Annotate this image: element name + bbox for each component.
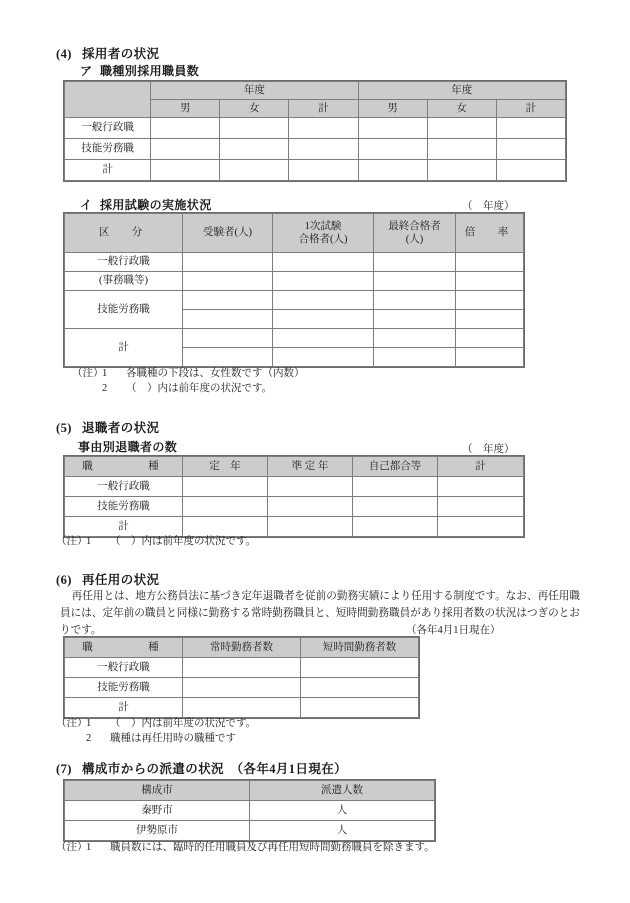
table-retirement-by-reason [64, 456, 524, 537]
data-cell-hadano-count[interactable] [250, 801, 435, 821]
note-text: 職種は再任用時の職種です [110, 733, 236, 745]
data-cell[interactable] [456, 253, 524, 272]
data-cell[interactable] [496, 160, 565, 181]
header-first-exam-line1: 1次試験 [304, 220, 342, 232]
table-row [65, 801, 435, 821]
section-4b-marker: イ [80, 198, 93, 212]
table-row-header [65, 457, 524, 477]
data-cell[interactable] [289, 139, 358, 160]
data-cell[interactable] [151, 139, 220, 160]
section-7-heading [56, 759, 347, 777]
note-lead: （注） [56, 718, 88, 729]
section-5-heading [56, 418, 159, 436]
note-lead: （注） [72, 368, 104, 379]
note-number: 1 [86, 842, 92, 853]
header-member-city: 構成市 [65, 781, 250, 801]
data-cell[interactable] [358, 118, 427, 139]
data-cell[interactable] [183, 348, 273, 367]
section-4b-title: 採用試験の実施状況 [100, 198, 212, 212]
table-dispatch-from-cities [64, 780, 435, 841]
table-exam-results [64, 213, 524, 367]
section-7-number: (7) [56, 762, 72, 776]
section-7-notes [56, 840, 435, 855]
table-row [65, 118, 566, 139]
header-final-pass-line2: (人) [405, 234, 424, 245]
note-number: 2 [86, 733, 92, 745]
header-total: 計 [438, 457, 524, 477]
row-label-isehara-city: 伊勢原市 [65, 821, 250, 841]
data-cell[interactable] [374, 310, 456, 329]
data-cell[interactable] [374, 272, 456, 291]
data-cell[interactable] [220, 160, 289, 181]
note-lead: （注） [56, 536, 88, 547]
row-label-general-admin: 一般行政職 [65, 477, 183, 497]
row-label-total: 計 [65, 517, 183, 537]
data-cell[interactable] [374, 348, 456, 367]
row-label-skilled-labor: 技能労務職 [65, 497, 183, 517]
section-5-subheading: 事由別退職者の数 [78, 440, 178, 454]
row-label-general-admin-line2: (事務職等) [65, 272, 183, 291]
header-ratio: 倍 率 [456, 214, 524, 253]
section-4a-subheading [80, 62, 199, 79]
row-label-general-admin: 一般行政職 [65, 658, 183, 678]
table-row [65, 139, 566, 160]
header-category: 区 分 [65, 214, 183, 253]
section-6-notes [56, 716, 256, 746]
data-cell[interactable] [183, 497, 268, 517]
section-6-paragraph [60, 589, 580, 640]
header-mandatory-retirement: 定 年 [183, 457, 268, 477]
data-cell[interactable] [301, 658, 419, 678]
row-label-skilled-labor: 技能労務職 [65, 139, 151, 160]
note-number: 1 [86, 536, 92, 547]
data-cell[interactable] [273, 291, 374, 310]
note-item [56, 731, 256, 746]
note-text: （ ）内は前年度の状況です。 [110, 718, 257, 729]
section-6-number: (6) [56, 573, 72, 587]
row-label-general-admin-line1: 一般行政職 [65, 253, 183, 272]
table-row [65, 658, 419, 678]
data-cell[interactable] [183, 310, 273, 329]
data-cell[interactable] [220, 139, 289, 160]
data-cell[interactable] [183, 477, 268, 497]
section-5-notes [56, 534, 256, 549]
header-dispatch-count: 派遣人数 [250, 781, 435, 801]
data-cell[interactable] [456, 348, 524, 367]
unit-people: 人 [336, 824, 348, 836]
sub-header-female-2: 女 [427, 100, 496, 118]
header-first-exam-pass [273, 214, 374, 253]
table-row-header [65, 781, 435, 801]
row-label-hadano-city: 秦野市 [65, 801, 250, 821]
corner-cell [65, 82, 151, 118]
header-final-pass-line1: 最終合格者 [388, 220, 441, 232]
data-cell[interactable] [273, 310, 374, 329]
data-cell[interactable] [438, 477, 524, 497]
header-quasi-retirement: 準 定 年 [268, 457, 353, 477]
data-cell[interactable] [183, 329, 273, 348]
data-cell[interactable] [353, 477, 438, 497]
header-parttime-count: 短時間勤務者数 [301, 638, 419, 658]
table-row [65, 291, 524, 310]
note-text: 各職種の下段は、女性数です（内数） [126, 368, 305, 379]
data-cell[interactable] [273, 329, 374, 348]
table-row [65, 678, 419, 698]
data-cell[interactable] [151, 160, 220, 181]
note-item [56, 534, 256, 549]
note-number: 1 [86, 718, 92, 729]
data-cell[interactable] [301, 678, 419, 698]
table-row [65, 821, 435, 841]
note-item [72, 381, 305, 396]
header-jobtype: 職 種 [65, 638, 183, 658]
data-cell[interactable] [183, 272, 273, 291]
table-adoption-by-jobtype [64, 81, 566, 181]
section-5-number: (5) [56, 421, 72, 435]
data-cell[interactable] [301, 698, 419, 718]
data-cell[interactable] [183, 253, 273, 272]
data-cell[interactable] [273, 253, 374, 272]
data-cell[interactable] [438, 497, 524, 517]
note-number: 1 [102, 368, 108, 379]
group-header-year-2: 年度 [358, 82, 565, 100]
table-row [65, 253, 524, 272]
row-label-skilled-labor: 技能労務職 [65, 291, 183, 329]
unit-people: 人 [336, 804, 348, 816]
note-lead: （注） [56, 842, 88, 853]
data-cell[interactable] [496, 118, 565, 139]
sub-header-female-1: 女 [220, 100, 289, 118]
section-6-heading [56, 570, 159, 588]
data-cell[interactable] [289, 160, 358, 181]
data-cell[interactable] [456, 272, 524, 291]
data-cell[interactable] [438, 517, 524, 537]
data-cell[interactable] [358, 160, 427, 181]
data-cell[interactable] [427, 139, 496, 160]
section-4a-title: 職種別採用職員数 [100, 64, 200, 78]
row-label-total: 計 [65, 160, 151, 181]
data-cell[interactable] [374, 291, 456, 310]
table-row [65, 497, 524, 517]
header-personal-reason: 自己都合等 [353, 457, 438, 477]
note-item [56, 716, 256, 731]
data-cell[interactable] [427, 160, 496, 181]
table-row [65, 160, 566, 181]
table-row [65, 698, 419, 718]
section-4-heading [56, 44, 159, 62]
data-cell[interactable] [456, 329, 524, 348]
sub-header-total-1: 計 [289, 100, 358, 118]
data-cell[interactable] [374, 329, 456, 348]
data-cell[interactable] [183, 678, 301, 698]
header-final-pass [374, 214, 456, 253]
section-7-title: 構成市からの派遣の状況 （各年4月1日現在） [82, 762, 348, 776]
sub-header-male-1: 男 [151, 100, 220, 118]
section-4b-fiscal-year-note: （ 年度） [462, 201, 515, 212]
note-item [56, 840, 435, 855]
note-number: 2 [102, 383, 108, 395]
table-reemployment [64, 637, 419, 718]
note-text: （ ）内は前年度の状況です。 [126, 383, 273, 395]
header-first-exam-line2: 合格者(人) [298, 234, 348, 245]
table-row [65, 272, 524, 291]
data-cell[interactable] [268, 497, 353, 517]
data-cell[interactable] [273, 272, 374, 291]
data-cell[interactable] [183, 291, 273, 310]
section-5-title: 退職者の状況 [82, 421, 160, 435]
table-row [65, 477, 524, 497]
sub-header-total-2: 計 [496, 100, 565, 118]
section-4-number: (4) [56, 47, 72, 61]
table-row-group-header [65, 82, 566, 100]
data-cell[interactable] [456, 291, 524, 310]
section-4b-subheading [80, 196, 212, 213]
note-text: 職員数には、臨時的任用職員及び再任用短時間勤務職員を除きます。 [110, 842, 435, 853]
data-cell[interactable] [374, 253, 456, 272]
data-cell[interactable] [273, 348, 374, 367]
section-6-paragraph-line2: は、定年前の職員と同様に勤務する常時勤務職員と、短時間勤務職員があり採用者数の状況はつぎのとおりです。 [60, 607, 581, 636]
data-cell[interactable] [289, 118, 358, 139]
header-fulltime-count: 常時勤務者数 [183, 638, 301, 658]
section-4b-notes [72, 366, 305, 396]
row-label-skilled-labor: 技能労務職 [65, 678, 183, 698]
section-6-paragraph-line1: 再任用とは、地方公務員法に基づき定年退職者を従前の勤務実績により任用する制度です。なお、再任用職員に [60, 591, 580, 619]
data-cell[interactable] [358, 139, 427, 160]
section-4a-marker: ア [80, 64, 93, 78]
data-cell[interactable] [183, 698, 301, 718]
section-4-title: 採用者の状況 [82, 47, 160, 61]
data-cell[interactable] [183, 658, 301, 678]
data-cell[interactable] [353, 517, 438, 537]
row-label-general-admin: 一般行政職 [65, 118, 151, 139]
header-applicants: 受験者(人) [183, 214, 273, 253]
data-cell[interactable] [456, 310, 524, 329]
data-cell[interactable] [353, 497, 438, 517]
data-cell[interactable] [427, 118, 496, 139]
row-label-total: 計 [65, 329, 183, 367]
section-5-fiscal-year-note: （ 年度） [462, 444, 515, 455]
table-row-header [65, 214, 524, 253]
data-cell[interactable] [220, 118, 289, 139]
row-label-total: 計 [65, 698, 183, 718]
note-text: （ ）内は前年度の状況です。 [110, 536, 257, 547]
data-cell[interactable] [268, 517, 353, 537]
data-cell-isehara-count[interactable] [250, 821, 435, 841]
table-row [65, 329, 524, 348]
group-header-year-1: 年度 [151, 82, 358, 100]
data-cell[interactable] [151, 118, 220, 139]
note-item [72, 366, 305, 381]
sub-header-male-2: 男 [358, 100, 427, 118]
data-cell[interactable] [496, 139, 565, 160]
data-cell[interactable] [268, 477, 353, 497]
header-jobtype: 職 種 [65, 457, 183, 477]
section-6-title: 再任用の状況 [82, 573, 160, 587]
table-row-header [65, 638, 419, 658]
section-6-as-of-note: （各年4月1日現在） [406, 625, 501, 636]
